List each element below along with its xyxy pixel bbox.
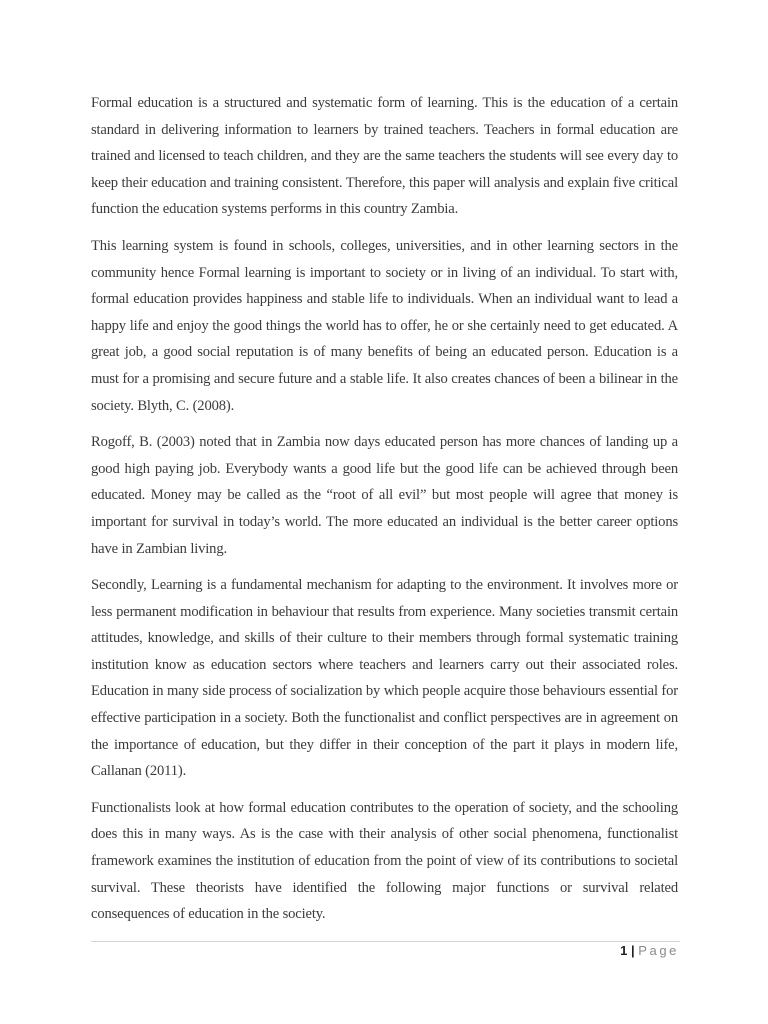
page-footer: [620, 941, 679, 961]
document-body: [91, 90, 678, 938]
footer-divider: [91, 941, 680, 942]
paragraph-5: Functionalists look at how formal education contributes to the operation of society, and the schooling does this in many ways. As is the case with their analysis of other social phenomena, functionalist framework examines the institution of education from the point of view of its contributions to societal survival. These theorists have identified the following major functions or survival related consequences of education in the society.: [91, 799, 678, 923]
page-label: Page: [638, 943, 679, 958]
footer-separator: |: [630, 943, 635, 958]
paragraph-4: Secondly, Learning is a fundamental mechanism for adapting to the environment. It involves more or less permanent modification in behaviour that results from experience. Many societies transmit certain attitudes, knowledge, and skills of their culture to their members through formal systematic training institution know as education sectors where teachers and learners carry out their associated roles. Education in many side process of socialization by which people acquire those behaviours essential for effective participation in a society. Both the functionalist and conflict perspectives are in agreement on the importance of education, but they differ in their conception of the part it plays in modern life, Callanan (2011).: [91, 577, 678, 780]
paragraph-3: Rogoff, B. (2003) noted that in Zambia now days educated person has more chances of landing up a good high paying job. Everybody wants a good life but the good life can be achieved through been educated. Money may be called as the “root of all evil” but most people will agree that money is important for survival in today’s world. The more educated an individual is the better career options have in Zambian living.: [91, 434, 678, 557]
paragraph-1: Formal education is a structured and systematic form of learning. This is the education of a certain standard in delivering information to learners by trained teachers. Teachers in formal education are trained and licensed to teach children, and they are the same teachers the students will see every day to keep their education and training consistent. Therefore, this paper will analysis and explain five critical function the education systems performs in this country Zambia.: [91, 95, 678, 218]
page-number: 1: [620, 943, 628, 958]
paragraph-2: This learning system is found in schools, colleges, universities, and in other learning sectors in the community hence Formal learning is important to society or in living of an individual. To start with, formal education provides happiness and stable life to individuals. When an individual want to lead a happy life and enjoy the good things the world has to offer, he or she certainly need to get educated. A great job, a good social reputation is of many benefits of being an educated person. Education is a must for a promising and secure future and a stable life. It also creates chances of been a bilinear in the society. Blyth, C. (2008).: [91, 237, 678, 414]
